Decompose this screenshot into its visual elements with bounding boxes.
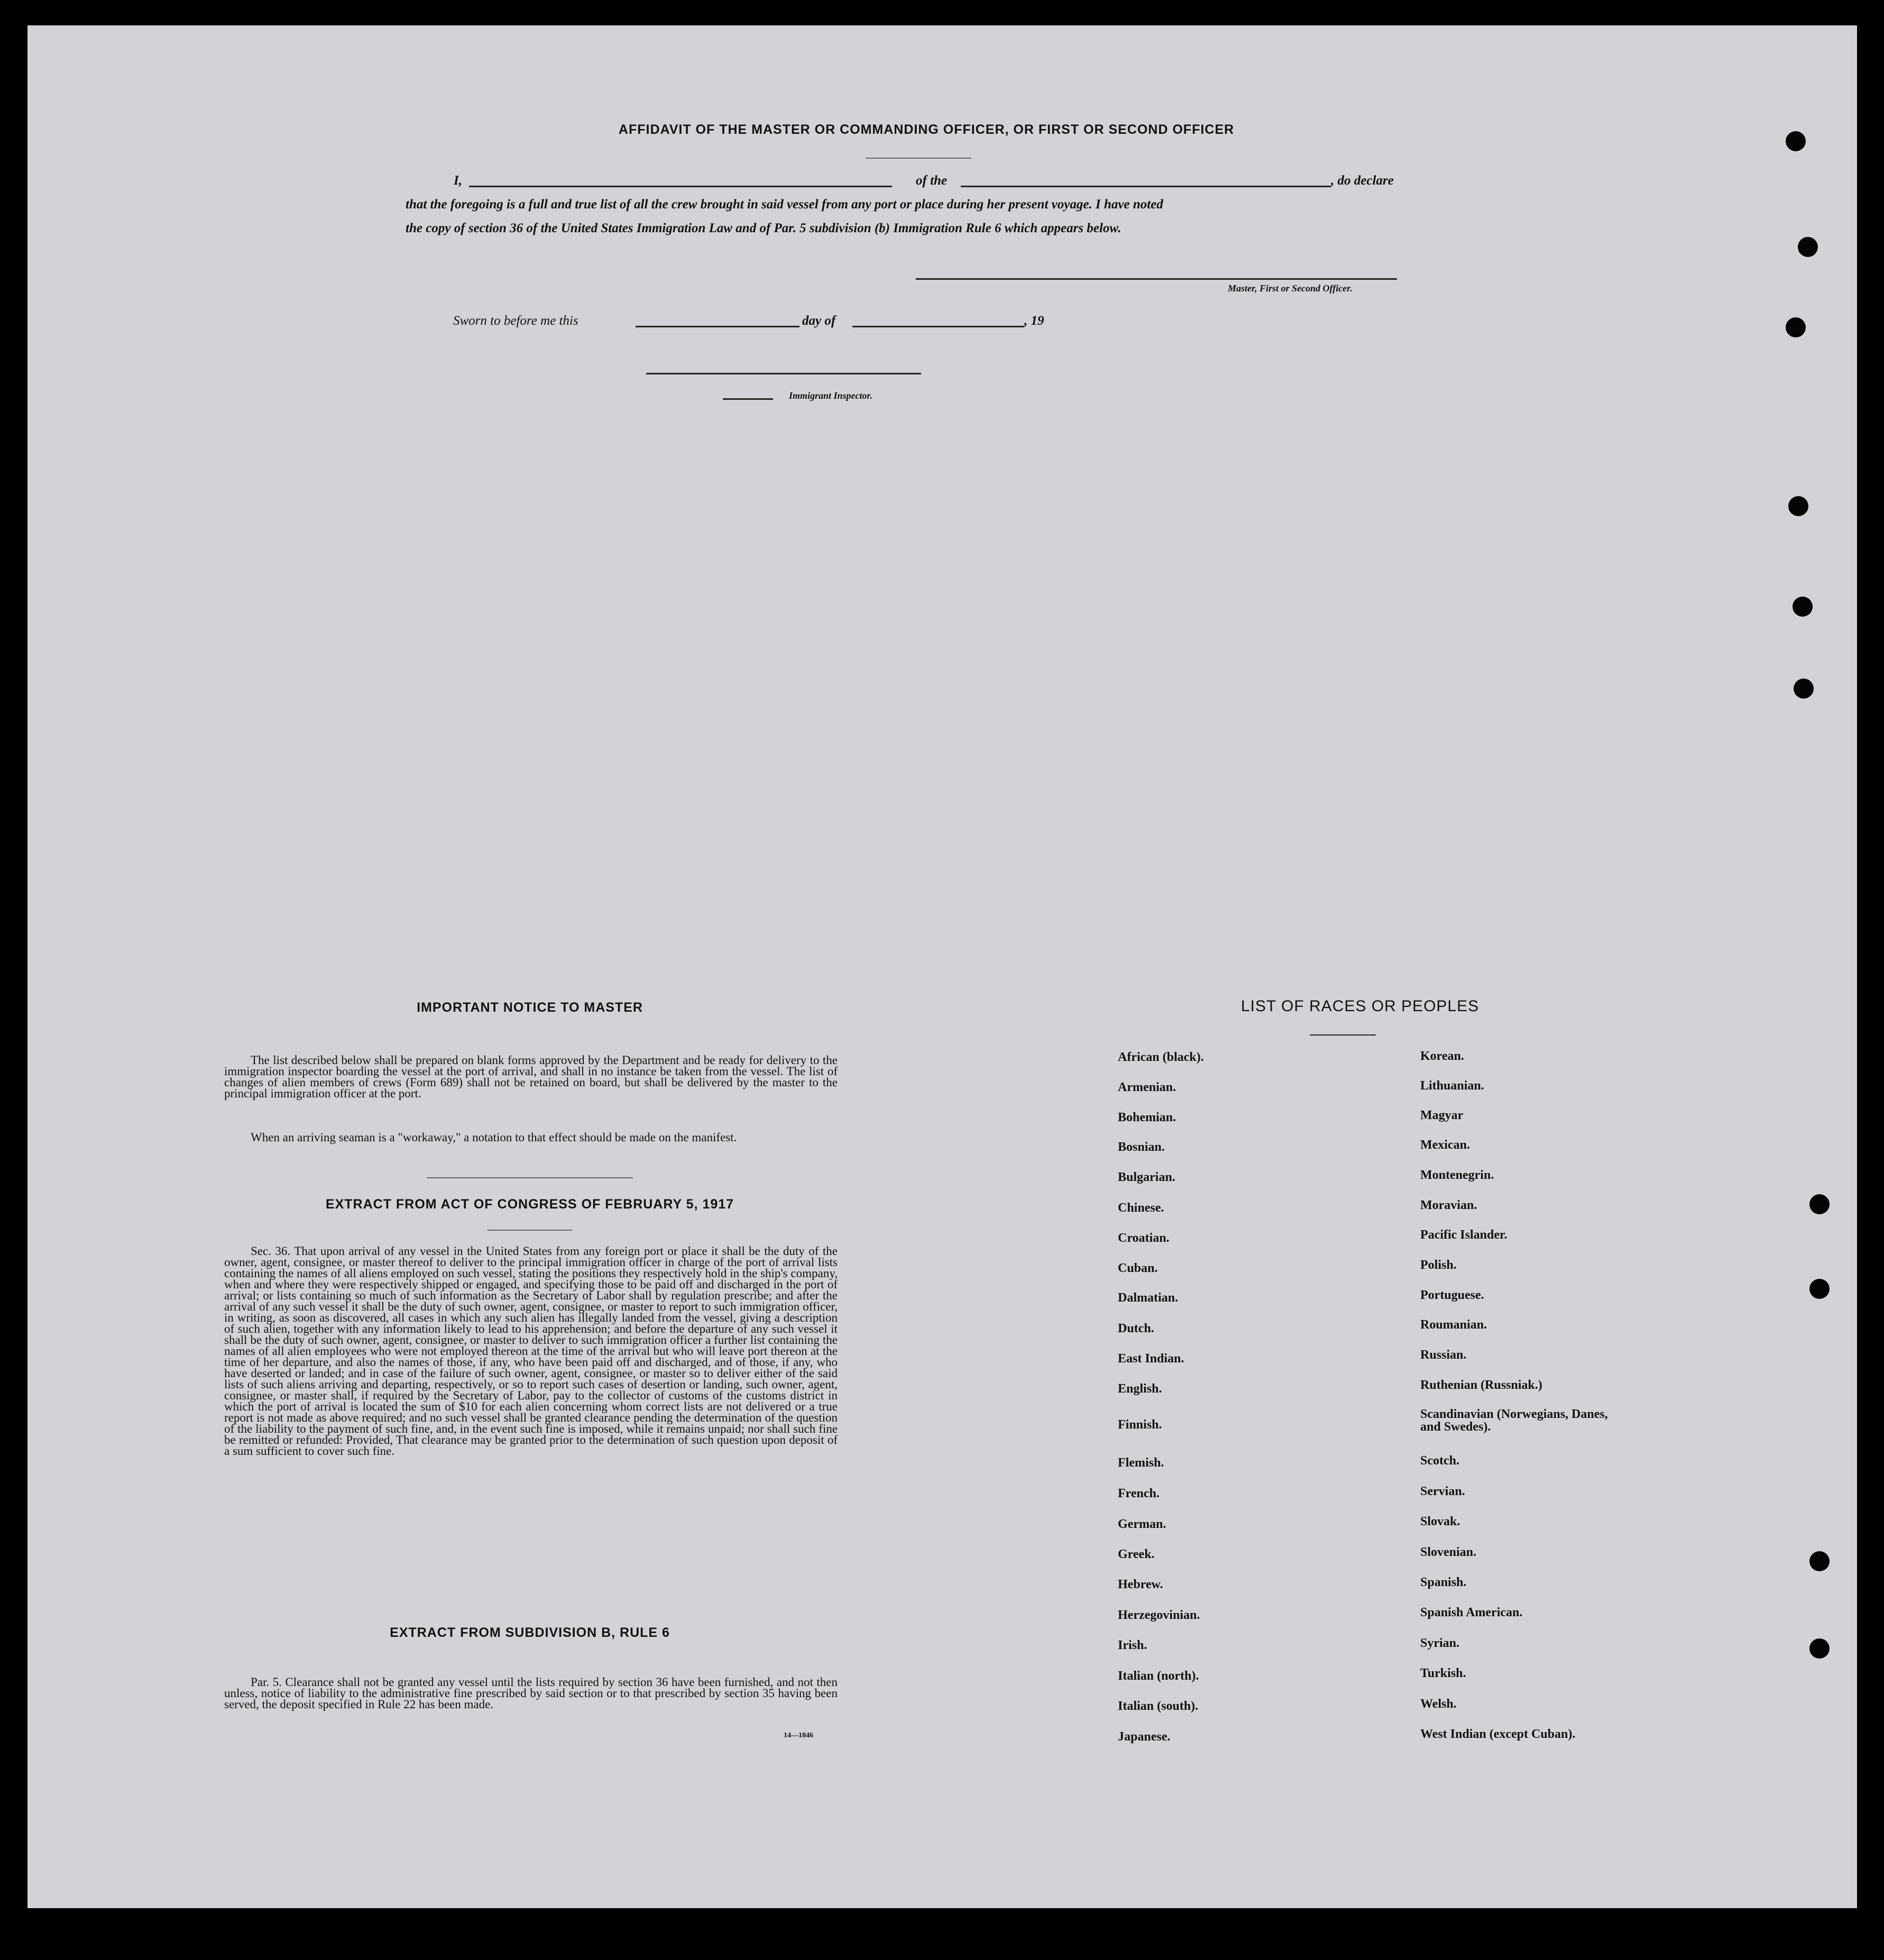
day-of-label: day of bbox=[802, 314, 836, 328]
punch-hole bbox=[1794, 679, 1814, 699]
declarant-name-line bbox=[469, 186, 892, 187]
vessel-name-line bbox=[961, 186, 1331, 187]
race-item: Italian (south). bbox=[1118, 1699, 1199, 1713]
divider bbox=[488, 1230, 572, 1231]
race-item: French. bbox=[1118, 1487, 1160, 1500]
punch-hole bbox=[1786, 131, 1806, 151]
race-item: West Indian (except Cuban). bbox=[1420, 1727, 1576, 1741]
race-item: Irish. bbox=[1118, 1638, 1147, 1652]
race-item: Welsh. bbox=[1420, 1697, 1457, 1711]
inspector-label: Immigrant Inspector. bbox=[789, 390, 873, 401]
punch-hole bbox=[1793, 597, 1813, 617]
race-item: Scandinavian (Norwegians, Danes, and Swedes). bbox=[1420, 1407, 1608, 1434]
race-item: Slovak. bbox=[1420, 1515, 1460, 1528]
race-item: Bosnian. bbox=[1118, 1140, 1165, 1154]
punch-hole bbox=[1798, 237, 1818, 257]
race-item: Cuban. bbox=[1118, 1261, 1158, 1275]
race-item: Turkish. bbox=[1420, 1666, 1466, 1680]
punch-hole bbox=[1809, 1279, 1830, 1299]
day-line bbox=[636, 326, 799, 327]
race-item: Finnish. bbox=[1118, 1418, 1162, 1432]
race-item: Lithuanian. bbox=[1420, 1079, 1484, 1093]
race-item: Scotch. bbox=[1420, 1454, 1459, 1468]
divider bbox=[1310, 1034, 1376, 1036]
signature-label: Master, First or Second Officer. bbox=[1228, 283, 1353, 294]
punch-hole bbox=[1809, 1194, 1830, 1214]
race-item: English. bbox=[1118, 1382, 1162, 1396]
race-item: Greek. bbox=[1118, 1547, 1155, 1561]
race-item: Dalmatian. bbox=[1118, 1291, 1178, 1305]
race-item: Flemish. bbox=[1118, 1456, 1164, 1470]
race-item: Spanish American. bbox=[1420, 1606, 1523, 1619]
race-item: German. bbox=[1118, 1517, 1166, 1531]
extract-rule-title: EXTRACT FROM SUBDIVISION B, RULE 6 bbox=[390, 1625, 670, 1640]
race-item: Polish. bbox=[1420, 1258, 1457, 1272]
affidavit-line-3: the copy of section 36 of the United States Immigration Law and of Par. 5 subdivision (b) Immigration Rule 6 which appears below. bbox=[406, 221, 1122, 235]
race-item: Dutch. bbox=[1118, 1322, 1154, 1335]
races-left-column bbox=[1118, 1050, 1382, 1801]
extract-act-title: EXTRACT FROM ACT OF CONGRESS OF FEBRUARY 5, 1917 bbox=[325, 1197, 734, 1212]
race-item: Hebrew. bbox=[1118, 1578, 1163, 1591]
race-item: Italian (north). bbox=[1118, 1669, 1199, 1683]
race-item: Bulgarian. bbox=[1118, 1170, 1175, 1184]
signature-line bbox=[916, 278, 1397, 280]
race-item: Mexican. bbox=[1420, 1138, 1470, 1152]
race-item: Portuguese. bbox=[1420, 1288, 1484, 1302]
race-item: Syrian. bbox=[1420, 1636, 1460, 1650]
race-item: Ruthenian (Russniak.) bbox=[1420, 1378, 1542, 1392]
race-item: Russian. bbox=[1420, 1348, 1467, 1362]
document-page bbox=[27, 25, 1857, 1908]
races-right-column bbox=[1420, 1049, 1738, 1800]
punch-hole bbox=[1809, 1638, 1830, 1659]
race-item: Servian. bbox=[1420, 1485, 1465, 1498]
race-item: Slovenian. bbox=[1420, 1545, 1477, 1559]
punch-hole bbox=[1786, 317, 1806, 337]
race-item: Croatian. bbox=[1118, 1231, 1170, 1245]
month-line bbox=[852, 326, 1024, 327]
race-item: Magyar bbox=[1420, 1109, 1464, 1122]
declarant-label: I, bbox=[454, 173, 462, 188]
punch-hole bbox=[1809, 1551, 1830, 1571]
race-item: Moravian. bbox=[1420, 1198, 1477, 1212]
race-item: Armenian. bbox=[1118, 1080, 1176, 1094]
form-number: 14—1846 bbox=[784, 1732, 813, 1739]
race-item: East Indian. bbox=[1118, 1352, 1184, 1366]
race-item: Spanish. bbox=[1420, 1576, 1467, 1589]
year-label: , 19 bbox=[1024, 314, 1044, 328]
extract-rule-text: Par. 5. Clearance shall not be granted any vessel until the lists required by section 36 have been furnished, and not then unless, notice of liability to the administrative fine prescribed by said section or to that prescribed by section 35 having been served, the deposit specified in Rule 22 has been made. bbox=[224, 1675, 838, 1711]
race-item: Bohemian. bbox=[1118, 1111, 1177, 1124]
races-title: LIST OF RACES OR PEOPLES bbox=[1240, 997, 1479, 1015]
race-item: Chinese. bbox=[1118, 1201, 1164, 1215]
race-item: Montenegrin. bbox=[1420, 1168, 1494, 1182]
inspector-signature-line bbox=[646, 373, 921, 374]
notice-title: IMPORTANT NOTICE TO MASTER bbox=[417, 1000, 643, 1015]
punch-hole bbox=[1788, 496, 1808, 516]
inspector-short-line bbox=[723, 398, 773, 400]
race-item: Korean. bbox=[1420, 1049, 1464, 1063]
extract-act-text: Sec. 36. That upon arrival of any vessel in the United States from any foreign port or place it shall be the duty of the owner, agent, consignee, or master thereof to deliver to the principal immigration officer in charge of the port of arrival lists containing the names of all aliens employed on such vessel, stating the positions they respectively hold in the ship's company, when and where they were respectively shipped or engaged, and specifying those to be paid off and discharged in the port of arrival; or lists containing so much of such information as the Secretary of Labor shall by regulation prescribe; and after the arrival of any such vessel it shall be the duty of such owner, agent, consignee, or master to report to such immigration officer, in writing, as soon as discovered, all cases in which any such alien has illegally landed from the vessel, giving a description of such alien, together with any information likely to lead to his apprehension; and before the departure of any such vessel it shall be the duty of such owner, agent, consignee, or master to deliver to such immigration officer a further list containing the names of all alien employees who were not employed thereon at the time of the arrival but who will leave port thereon at the time of her departure, and also the names of those, if any, who have been paid off and discharged, and of those, if any, who have deserted or landed; and in case of the failure of such owner, agent, consignee, or master so to deliver either of the said lists of such aliens arriving and departing, respectively, or so to report such cases of desertion or landing, such owner, agent, consignee, or master shall, if required by the Secretary of Labor, pay to the collector of customs of the customs district in which the port of arrival is located the sum of $10 for each alien concerning whom correct lists are not delivered or a true report is not made as above required; and no such vessel shall be granted clearance pending the determination of the question of the liability to the payment of such fine, and, in the event such fine is imposed, while it remains unpaid; nor shall such fine be remitted or refunded: Provided, That clearance may be granted prior to the determination of such question upon deposit of a sum sufficient to cover such fine. bbox=[224, 1244, 838, 1458]
affidavit-title: AFFIDAVIT OF THE MASTER OR COMMANDING OFFICER, OR FIRST OR SECOND OFFICER bbox=[618, 122, 1235, 137]
race-item: Japanese. bbox=[1118, 1730, 1171, 1744]
race-item: Roumanian. bbox=[1420, 1318, 1487, 1332]
notice-paragraph-1: The list described below shall be prepared on blank forms approved by the Department and be ready for delivery to the immigration inspector boarding the vessel at the port of arrival, and shall in no instance be taken from the vessel. The list of changes of alien members of crews (Form 689) shall not be retained on board, but shall be delivered by the master to the principal immigration officer at the port. bbox=[224, 1054, 838, 1100]
race-item: African (black). bbox=[1118, 1050, 1204, 1064]
race-item: Pacific Islander. bbox=[1420, 1228, 1508, 1242]
notice-paragraph-2: When an arriving seaman is a "workaway," a notation to that effect should be made on the manifest. bbox=[251, 1131, 737, 1144]
sworn-label: Sworn to before me this bbox=[453, 314, 578, 328]
of-the-label: of the bbox=[916, 173, 948, 188]
affidavit-line-2: that the foregoing is a full and true list of all the crew brought in said vessel from any port or place during her present voyage. I have noted bbox=[406, 197, 1163, 212]
divider bbox=[866, 158, 971, 159]
divider bbox=[427, 1177, 633, 1178]
do-declare-label: , do declare bbox=[1331, 173, 1394, 188]
race-item: Herzegovinian. bbox=[1118, 1608, 1200, 1622]
